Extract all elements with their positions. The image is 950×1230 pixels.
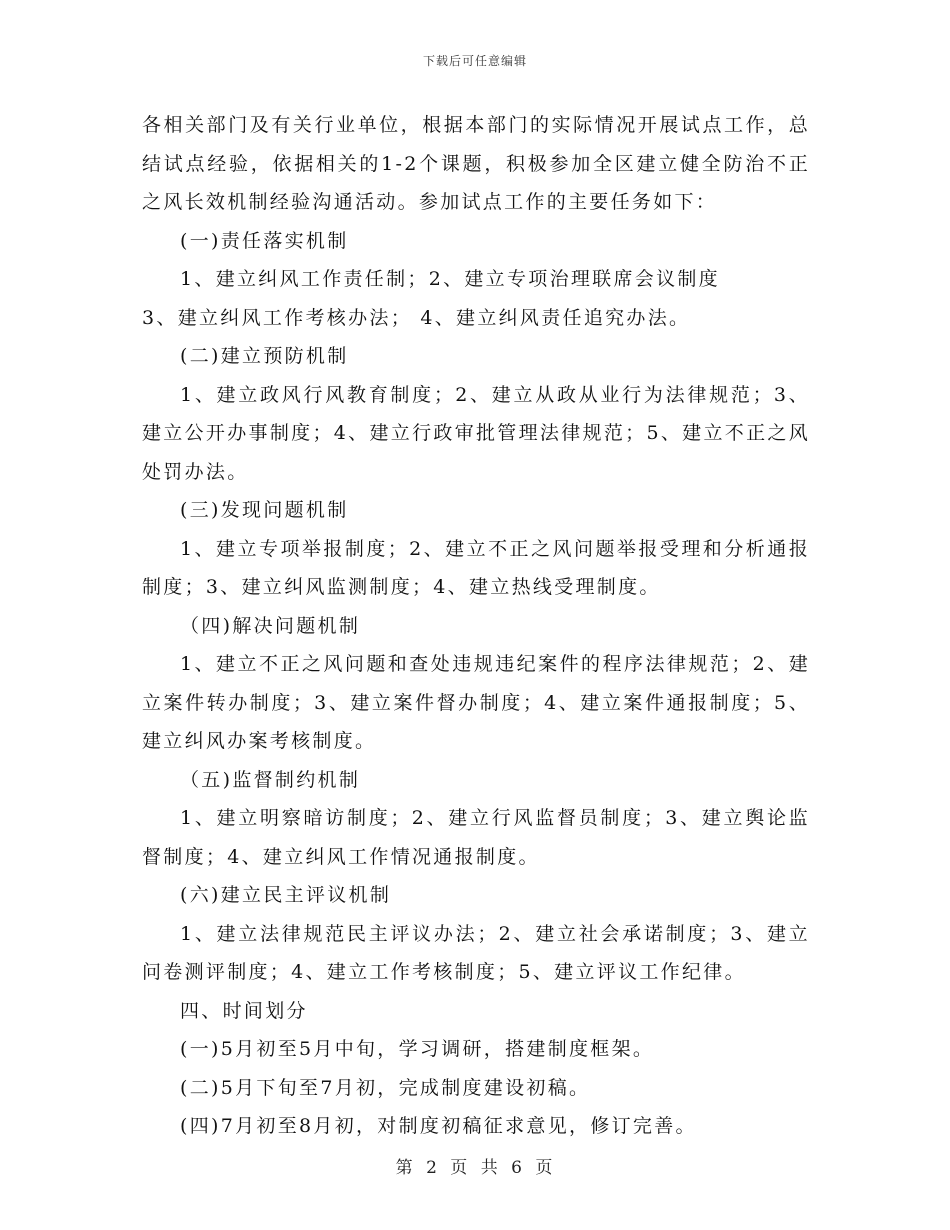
page-header: 下载后可任意编辑 (422, 54, 527, 68)
paragraph-supervision-items: 1、建立明察暗访制度；2、建立行风监督员制度；3、建立舆论监督制度；4、建立纠风工作情况通报制度。 (142, 807, 810, 868)
page-number-footer: 第 2 页 共 6 页 (395, 1158, 555, 1178)
paragraph-schedule-1: (一)5月初至5月中旬，学习调研，搭建制度框架。 (180, 1038, 655, 1060)
heading-supervision: （五)监督制约机制 (180, 768, 361, 791)
paragraph-responsibility-items-1: 1、建立纠风工作责任制；2、建立专项治理联席会议制度 (180, 268, 720, 290)
heading-resolution: （四)解决问题机制 (180, 614, 361, 637)
heading-responsibility: (一)责任落实机制 (180, 229, 349, 252)
heading-schedule: 四、时间划分 (180, 999, 308, 1022)
document-body (142, 106, 810, 1146)
paragraph-detection-items: 1、建立专项举报制度；2、建立不正之风问题举报受理和分析通报制度；3、建立纠风监测制度；4、建立热线受理制度。 (142, 537, 810, 598)
paragraph-schedule-2: (二)5月下旬至7月初，完成制度建设初稿。 (180, 1076, 591, 1099)
paragraph-schedule-3: (四)7月初至8月初，对制度初稿征求意见，修订完善。 (180, 1115, 697, 1137)
heading-prevention: (二)建立预防机制 (180, 345, 349, 367)
paragraph-prevention-items: 1、建立政风行风教育制度；2、建立从政从业行为法律规范；3、建立公开办事制度；4、建立行政审批管理法律规范；5、建立不正之风处罚办法。 (142, 383, 810, 483)
heading-detection: (三)发现问题机制 (180, 499, 349, 521)
paragraph-responsibility-items-2: 3、建立纠风工作考核办法； 4、建立纠风责任追究办法。 (142, 306, 691, 329)
heading-democratic-review: (六)建立民主评议机制 (180, 884, 392, 906)
paragraph-democratic-review-items: 1、建立法律规范民主评议办法；2、建立社会承诺制度；3、建立问卷测评制度；4、建立工作考核制度；5、建立评议工作纪律。 (142, 922, 810, 983)
paragraph-intro: 各相关部门及有关行业单位，根据本部门的实际情况开展试点工作，总结试点经验，依据相关的1-2个课题，积极参加全区建立健全防治不正之风长效机制经验沟通活动。参加试点工作的主要任务如下： (142, 114, 810, 213)
paragraph-resolution-items: 1、建立不正之风问题和查处违规违纪案件的程序法律规范；2、建立案件转办制度；3、建立案件督办制度；4、建立案件通报制度；5、建立纠风办案考核制度。 (142, 653, 810, 752)
